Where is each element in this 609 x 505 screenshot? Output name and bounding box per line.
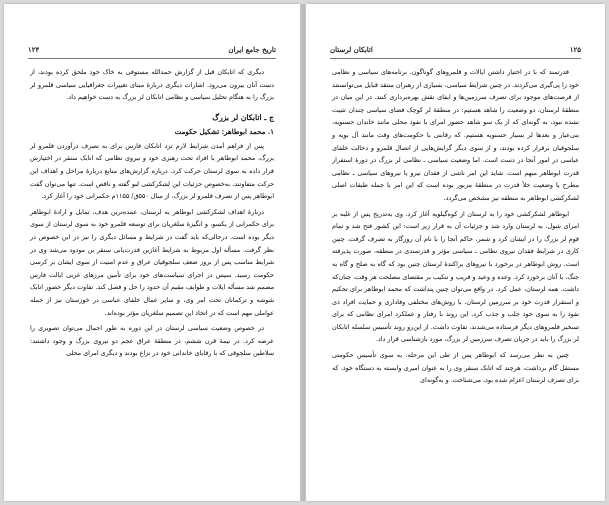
left-page	[4, 4, 300, 501]
right-page-body	[332, 66, 579, 481]
paragraph: پس از فراهم آمدن شرایط لازم تزد اتابکان فارس برای به تصرف درآوردن قلمرو لر بزرگ، محمد ابوطاهر با افراد تحت رهبری خود و نیروی نظامی که اتابک سنقر در اختیارش قرار داده به سوی لرستان حرکت کرد. درباره گزارش‌های منابع دربارهٔ مراحل و اهداف این حرکت متفاوتند، به‌خصوص جزئیات این لشکرکشی لبو گفته و ناقص است. تنها می‌توان گفت ابوطاهر پس از تصرف قلمرو لر بزرگ، از سال ۵۵۰ق/ ۱۱۵۵م حکمرانی خود را آغاز کرد.	[30, 141, 274, 201]
right-running-title: اتابکان لرستان	[330, 45, 373, 54]
left-page-header	[28, 44, 276, 59]
section-heading: ج ـ اتابکان لر بزرگ	[212, 112, 274, 122]
paragraph: ابوطاهر لشکرکشی خود را به لرستان از کوه‌گیلویه آغاز کرد. وی به‌تدریج پس از غلبه بر امرای شول، به لرستان وارد شد و جزئیات آن به قرار زیر است: این کشور فتح شد و تمام قوم لر بزرگ را در ایشان کرد و شمر، حاکم آنجا را با نام آن روزگار به تصرف گرفت. چنین کاری در شرایط فقدان نیروی نظامی ـ سیاسی مؤثر و قدرتمندی در منطقه، صورت پذیرفته است. روش ابوطاهر در برخورد با نیروهای پراکندهٔ لرستان چنین بود که گاه به صلح و گاه به جنگ، با آنان برخورد کرد. وعده و وعید و فریب و تنکیب بر مقتضای مصلحت هر وقت، چنان‌که داشت. همه لرستان، عمل کرد. در واقع می‌توان چنین پنداشت که محمد ابوطاهر برای تحکیم و استقرار قدرت خود بر سرزمین لرستان، با روش‌های مختلفی وفاداری و حمایت افراد ذی نفوذ را به سوی خود جلب و جذب کرد. این روند با رفتار و عملکرد امرای نظامی که برای تسخیر قلمروهای دیگر فرستاده می‌شدند، تفاوت داشت. از این‌رو روند تأسیس سلسله اتابکان لر بزرگ را باید در جریان تصرف سرزمین لر بزرگ، مورد بازشناسی قرار داد.	[332, 209, 579, 344]
left-page-number: ۱۲۴	[28, 45, 40, 54]
paragraph: چنین به نظر می‌رسد که ابوطاهر پس از طی این مرحله، به سوی تأسیس حکومتی مستقل گام برداشت، هرچند که اتابک سنقر وی را به عنوان امیری وابسته به دستگاه خود، که برای تصرف لرستان اعزام شده بود، می‌شناخت. و به‌گونه‌ای	[332, 351, 579, 385]
paragraph: در خصوص وضعیت سیاسی لرستان در این دوره به طور اجمال می‌توان تصویری را عرضه کرد. در نیمهٔ قرن ششم، در منطقهٔ عراق عجم دو نیروی بزرگ و ‌وجود داشتند: سلاطین سلجوقی که با رقابای خاندانی خود در نزاع بودند و دیگری امرای محلی	[30, 324, 274, 358]
subsection-heading: ۱. محمد ابوطاهر: تشکیل حکومت	[174, 126, 274, 136]
paragraph: دیگری که اتابکان قبل از گزارش حمدالله مستوفی به خاک خود ملحق کرده بودند، از دست آنان بیرون می‌رود. اشارات دیگری دربارهٔ مبنای تغییرات جغرافیایی سیاسی قلمرو لر بزرگ را به هنگام تحلیل سیاسی و نظامی اتابکان لر بزرگ به دست خواهیم داد.	[30, 68, 274, 102]
left-running-title: تاریخ جامع ایران	[228, 45, 276, 54]
left-page-body	[30, 66, 274, 481]
right-page-number: ۱۲۵	[569, 45, 581, 54]
book-gutter	[301, 4, 305, 501]
paragraph: قدرتمند که با در اختیار داشتن ایالات و قلمروهای گوناگون، برنامه‌های سیاسی و نظامی خود را پی‌گیری می‌کردند. در چنین شرایط سیاسی، بسیاری از رهبران منتقد قبایل می‌توانستند از فرصت‌های موجود برای تصرف سرزمین‌ها و ایفای نقش بهره‌برداری کنند. در این میان در منطقهٔ لرستان، دو وضعیت را شاهد هستیم: در منطقهٔ لر کوچک فضای سیاسی چندان تثبیت نشده نبود، به گونه‌ای که از یک سو شاهد حضور امرای با نفوذ محلی مانند خاندان حسنویه، بنی‌عیار و بعدها لر بسیار حسنویه هستیم. که رقابتی با حکومت‌های وقت مانند آل بویه و سلجوقیان برقرار کرده بودند، و از سوی دیگر گرایش‌هایی از اتصال قلمرو و دخالت خلفای عباسی در امور آنجا در دست است. اما وضعیت سیاسی ـ نظامی لر بزرگ در دورهٔ استقرار قدرت ابوطاهر مبهم است. شاید این امر ناشی از فقدان نیرو یا نیروهای سیاسی ـ نظامی مطرح یا وضعیت خلأ قدرت در منطقهٔ مزبور بوده است که این امر با جمله طبقات اصلی لشکرکشی ابوطاهر به منطقه نیز مشخص می‌گردد.	[332, 68, 579, 202]
right-page-header	[330, 44, 581, 59]
right-page	[306, 4, 605, 501]
paragraph: دربارهٔ اهداف لشکرکشی ابوطاهر به لرستان، عمده‌ترین هدف، تمایل و ارادهٔ ابوطاهر برای حکمرانی از یکسو، و انگیزهٔ سلغریان برای توسعه قلمرو خود به سوی لرستان از سوی دیگر بوده است. درحالی‌که باید گفت در شرایط و مسائل دیگری را نیز در این خصوص در نظر گرفت. مسأله اول مربوط به شرایط آغازین قدرت‌یابی سنقر بن مودود می‌شد وی در شرایط مناسب پس از بروز ضعف سلجوقیان عراق و عدم امنیت از سوی ایشان بر کرسی حکومت رسید. سپس در اجرای سیاست‌های خود برای تأمین مرزهای غربی ایالت فارس مصمم شد مسأله ایلات و طوایف مقیم آن حدود را حل و فصل کند. تفاوت دیگر حضور اتابک شوشه و ترکمانان تحت امر وی، و سایر عمال خلفای عباسی در خوزستان نیز از جمله عواملی مهم است که در اتخاذ این تصمیم سلغریان مؤثر بوده‌اند.	[30, 207, 274, 317]
